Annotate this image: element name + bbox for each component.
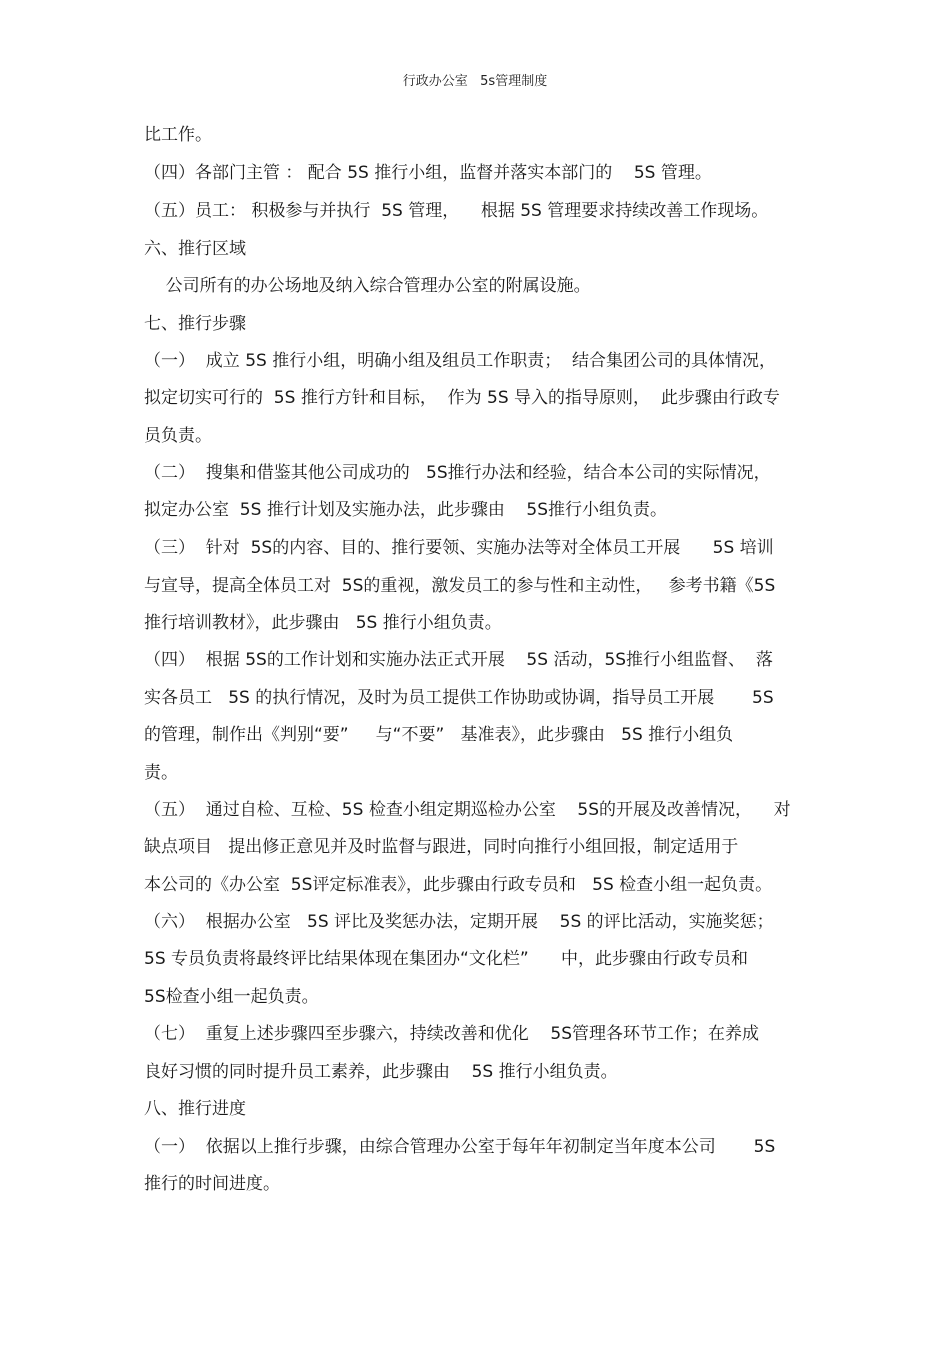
text-line: 良好习惯的同时提升员工素养，此步骤由 5S 推行小组负责。 <box>144 1062 618 1082</box>
text-line: 与宣导，提高全体员工对 5S的重视，激发员工的参与性和主动性， 参考书籍《5S <box>144 576 776 596</box>
text-line: 缺点项目 提出修正意见并及时监督与跟进，同时向推行小组回报，制定适用于 <box>144 837 739 857</box>
text-line: 员负责。 <box>144 426 212 446</box>
text-line: 5S检查小组一起负责。 <box>144 987 319 1007</box>
text-line: （五） 通过自检、互检、5S 检查小组定期巡检办公室 5S的开展及改善情况， 对 <box>144 800 791 820</box>
text-line: 实各员工 5S 的执行情况，及时为员工提供工作协助或协调，指导员工开展 5S <box>144 688 774 708</box>
text-line: （五）员工： 积极参与并执行 5S 管理， 根据 5S 管理要求持续改善工作现场。 <box>144 201 769 221</box>
text-line: （四）各部门主管 ： 配合 5S 推行小组，监督并落实本部门的 5S 管理。 <box>144 163 712 183</box>
text-line: 公司所有的办公场地及纳入综合管理办公室的附属设施。 <box>144 276 591 296</box>
page-header: 行政办公室 5s管理制度 <box>402 74 548 89</box>
section-heading: 六、推行区域 <box>144 239 246 259</box>
text-line: （二） 搜集和借鉴其他公司成功的 5S推行办法和经验，结合本公司的实际情况， <box>144 463 771 483</box>
text-line: （三） 针对 5S的内容、目的、推行要领、实施办法等对全体员工开展 5S 培训 <box>144 538 774 558</box>
text-line: （一） 成立 5S 推行小组，明确小组及组员工作职责； 结合集团公司的具体情况， <box>144 351 777 371</box>
text-line: （四） 根据 5S的工作计划和实施办法正式开展 5S 活动，5S推行小组监督、 落 <box>144 650 773 670</box>
section-heading: 七、推行步骤 <box>144 314 246 334</box>
section-heading: 八、推行进度 <box>144 1099 246 1119</box>
text-line: 推行的时间进度。 <box>144 1174 280 1194</box>
text-line: 拟定办公室 5S 推行计划及实施办法，此步骤由 5S推行小组负责。 <box>144 500 668 520</box>
text-line: （六） 根据办公室 5S 评比及奖惩办法，定期开展 5S 的评比活动，实施奖惩； <box>144 912 774 932</box>
text-line: 责。 <box>144 763 178 783</box>
text-line: （七） 重复上述步骤四至步骤六，持续改善和优化 5S管理各环节工作；在养成 <box>144 1024 760 1044</box>
text-line: 推行培训教材》，此步骤由 5S 推行小组负责。 <box>144 613 502 633</box>
text-line: 本公司的《办公室 5S评定标准表》，此步骤由行政专员和 5S 检查小组一起负责。 <box>144 875 773 895</box>
text-line: 拟定切实可行的 5S 推行方针和目标， 作为 5S 导入的指导原则， 此步骤由行政专 <box>144 388 780 408</box>
text-line: 的管理，制作出《判别“要” 与“不要” 基准表》，此步骤由 5S 推行小组负 <box>144 725 734 745</box>
text-line: 5S 专员负责将最终评比结果体现在集团办“文化栏” 中，此步骤由行政专员和 <box>144 949 749 969</box>
text-line: 比工作。 <box>144 125 212 145</box>
text-line: （一） 依据以上推行步骤，由综合管理办公室于每年年初制定当年度本公司 5S <box>144 1137 776 1157</box>
